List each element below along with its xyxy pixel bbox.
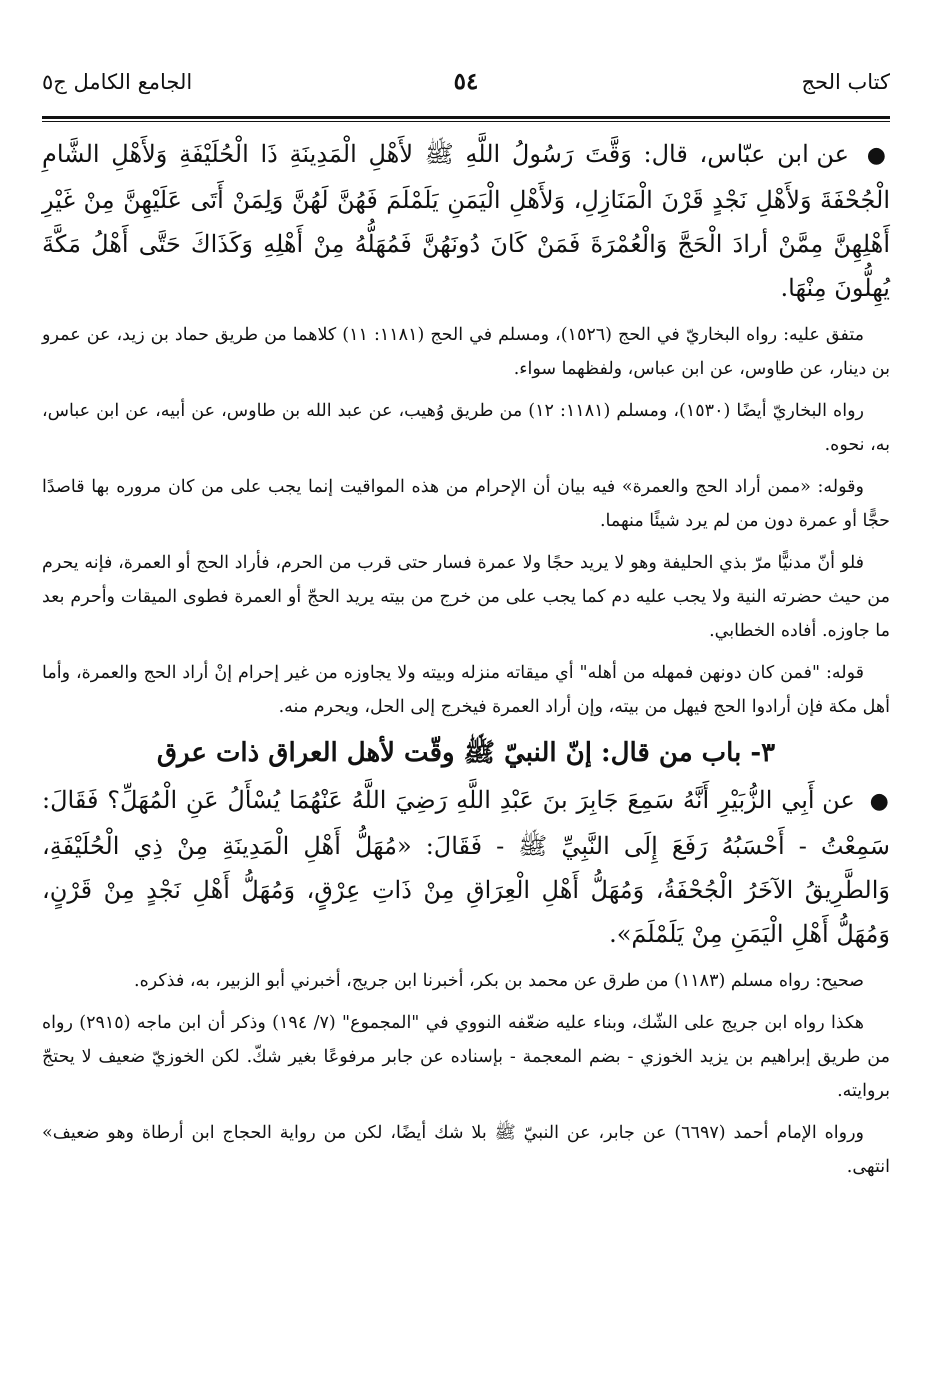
book-page [42, 62, 890, 1192]
hadith-text [42, 778, 890, 956]
commentary-paragraph: صحيح: رواه مسلم (١١٨٣) من طرق عن محمد بن بكر، أخبرنا ابن جريج، أخبرني أبو الزبير، به، فذكره. [134, 971, 864, 991]
commentary-paragraph: وقوله: «ممن أراد الحج والعمرة» فيه بيان أن الإحرام من هذه المواقيت إنما يجب على من كان مروره بها قاصدًا حجًّا أو عمرة دون من لم يرد شيئًا منهما. [42, 477, 890, 531]
page-header [42, 62, 890, 106]
header-rule-thin [42, 121, 890, 122]
commentary-paragraph: رواه البخاريّ أيضًا (١٥٣٠)، ومسلم (١١٨١: ١٢) من طريق وُهيب، عن عبد الله بن طاوس، عن أبيه، عن ابن عباس، به، نحوه. [42, 401, 890, 455]
commentary-paragraph: هكذا رواه ابن جريج على الشّك، وبناء عليه ضعّفه النووي في "المجموع" (٧/ ١٩٤) وذكر أن ابن ماجه (٢٩١٥) رواه من طريق إبراهيم بن يزيد الخوزي - بضم المعجمة - بإسناده عن جابر مرفوعًا بغير شكّ. لكن الخوزيّ ضعيف لا يحتجّ بروايته. [42, 1013, 890, 1101]
page-number: ٥٤ [453, 68, 479, 95]
chapter-heading: ٣- باب من قال: إنّ النبيّ ﷺ وقّت لأهل العراق ذات عرق [156, 738, 776, 768]
book-title: كتاب الحج [801, 70, 890, 94]
commentary-paragraph: ورواه الإمام أحمد (٦٦٩٧) عن جابر، عن النبيّ ﷺ بلا شك أيضًا، لكن من رواية الحجاج ابن أرطاة وهو ضعيف» انتهى. [42, 1123, 890, 1177]
hadith-body: عن أَبِي الزُّبَيْرِ أَنَّهُ سَمِعَ جَابِرَ بنَ عَبْدِ اللَّهِ رَضِيَ اللَّهُ عَنْهُمَا يُسْأَلُ عَنِ الْمُهَلِّ؟ فَقَالَ: سَمِعْتُ - أَحْسَبُهُ رَفَعَ إِلَى النَّبِيِّ ﷺ - فَقَالَ: «مُهَلُّ أَهْلِ الْمَدِينَةِ مِنْ ذِي الْحُلَيْفَةِ، وَالطَّرِيقُ الآخَرُ الْجُحْفَةُ، وَمُهَلُّ أَهْلِ الْعِرَاقِ مِنْ ذَاتِ عِرْقٍ، وَمُهَلُّ أَهْلِ نَجْدٍ مِنْ قَرْنٍ، وَمُهَلُّ أَهْلِ الْيَمَنِ مِنْ يَلَمْلَمَ». [42, 786, 891, 948]
hadith-text [42, 132, 890, 310]
commentary-paragraph: فلو أنّ مدنيًّا مرّ بذي الحليفة وهو لا يريد حجًا ولا عمرة فسار حتى قرب من الحرم، فأراد الحج أو العمرة، فإنه يحرم من حيث حضرته النية ولا يجب عليه دم كما يجب على من خرج من بيته يريد الحجّ أو العمرة فطوى الميقات وأحرم بعد ما جاوزه. أفاده الخطابي. [42, 553, 890, 641]
bullet-icon: ● [866, 143, 890, 168]
header-rule-thick [42, 116, 890, 119]
volume-title: الجامع الكامل ج٥ [42, 70, 193, 94]
bullet-icon: ● [869, 789, 890, 814]
commentary-paragraph: قوله: "فمن كان دونهن فمهله من أهله" أي ميقاته منزله وبيته ولا يجاوزه من غير إحرام إنْ أراد الحج والعمرة، وأما أهل مكة فإن أرادوا الحج فيهل من بيته، وإن أراد العمرة فيخرج إلى الحل، ويحرم منه. [42, 663, 890, 717]
hadith-body: عن ابن عبّاس، قال: وَقَّتَ رَسُولُ اللَّهِ ﷺ لأَهْلِ الْمَدِينَةِ ذَا الْحُلَيْفَةِ وَلأَهْلِ الشَّامِ الْجُحْفَةَ وَلأَهْلِ نَجْدٍ قَرْنَ الْمَنَازِلِ، وَلأَهْلِ الْيَمَنِ يَلَمْلَمَ فَهُنَّ لَهُنَّ وَلِمَنْ أَتَى عَلَيْهِنَّ مِنْ غَيْرِ أَهْلِهِنَّ مِمَّنْ أرادَ الْحَجَّ وَالْعُمْرَةَ فَمَنْ كَانَ دُونَهُنَّ فَمُهَلُّهُ مِنْ أَهْلِهِ وَكَذَاكَ حَتَّى أَهْلُ مَكَّةَ يُهِلُّونَ مِنْهَا. [42, 140, 891, 302]
commentary-paragraph: متفق عليه: رواه البخاريّ في الحج (١٥٢٦)، ومسلم في الحج (١١٨١: ١١) كلاهما من طريق حماد بن زيد، عن عمرو بن دينار، عن طاوس، عن ابن عباس، ولفظهما سواء. [42, 325, 890, 379]
